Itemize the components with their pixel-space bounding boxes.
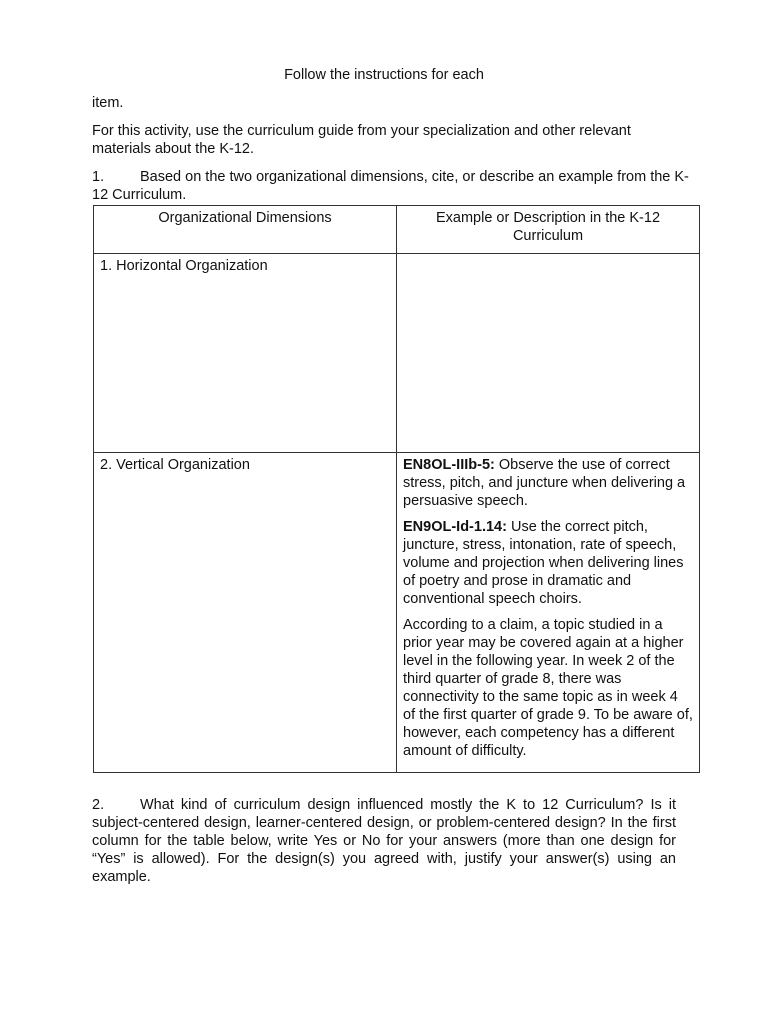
horizontal-example-cell	[397, 254, 700, 453]
question-1	[92, 168, 692, 204]
table-header-row	[94, 206, 700, 254]
competency-entry-2	[403, 518, 693, 608]
vertical-explanation: According to a claim, a topic studied in a prior year may be covered again at a higher level in the following year. In week 2 of the third quarter of grade 8, there was connectivity to the same topic as in week 4 of the first quarter of grade 9. To be aware of, however, each competency has a different amount of difficulty.	[403, 617, 693, 759]
competency-text-1: Observe the use of correct stress, pitch, and juncture when delivering a persuasive speech.	[403, 457, 686, 509]
table-header-example: Example or Description in the K-12 Curriculum	[397, 206, 700, 254]
question-2-number: 2.	[92, 797, 105, 813]
organizational-dimensions-table	[93, 205, 700, 773]
document-title-continuation: item.	[92, 95, 124, 111]
competency-entry-1	[403, 456, 693, 510]
competency-code-1: EN8OL-IIIb-5:	[403, 457, 495, 473]
question-2-text: What kind of curriculum design influenced mostly the K to 12 Curriculum? Is it subject-centered design, learner-centered design, or problem-centered design? In the first column for the table below, write Yes or No for your answers (more than one design for “Yes” is allowed). For the design(s) you agreed with, justify your answer(s) using an example.	[92, 797, 676, 885]
competency-text-2: Use the correct pitch, juncture, stress, intonation, rate of speech, volume and projection when delivering lines of poetry and prose in dramatic and conventional speech choirs.	[403, 519, 684, 607]
question-2	[92, 796, 676, 886]
document-title: Follow the instructions for each	[284, 67, 484, 83]
competency-code-2: EN9OL-Id-1.14:	[403, 519, 507, 535]
table-header-dimensions: Organizational Dimensions	[94, 206, 397, 254]
table-row	[94, 453, 700, 773]
question-1-text: Based on the two organizational dimensions, cite, or describe an example from the K-12 Curriculum.	[92, 169, 689, 203]
vertical-organization-cell: 2. Vertical Organization	[94, 453, 397, 773]
question-1-number: 1.	[92, 169, 105, 185]
intro-paragraph: For this activity, use the curriculum guide from your specialization and other relevant materials about the K-12.	[92, 123, 631, 157]
table-row	[94, 254, 700, 453]
vertical-example-cell	[397, 453, 700, 773]
horizontal-organization-cell: 1. Horizontal Organization	[94, 254, 397, 453]
